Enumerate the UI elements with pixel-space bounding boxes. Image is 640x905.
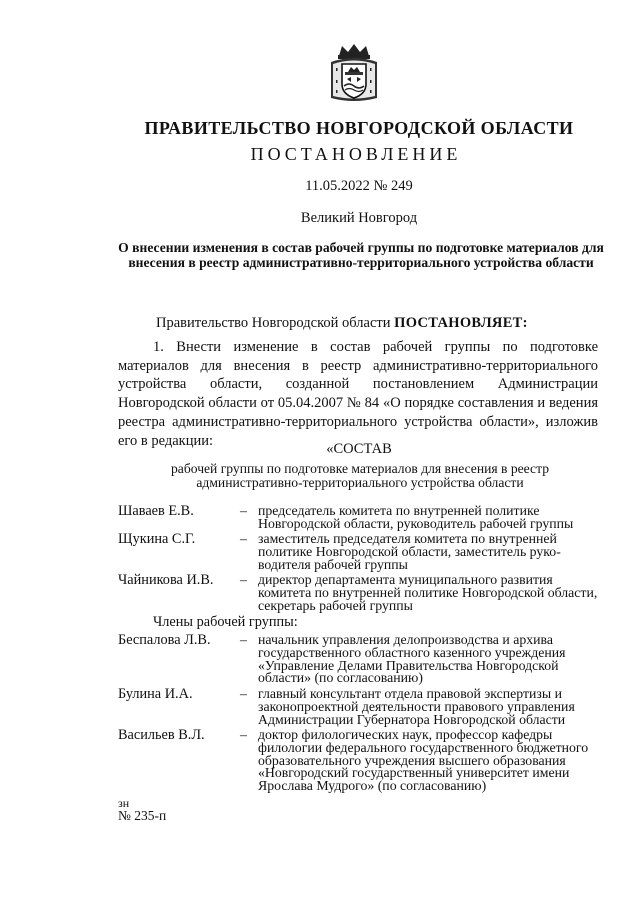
member-name: Шаваев Е.В.: [118, 503, 194, 519]
composition-subheading: рабочей группы по подготовке материалов для внесения в реестр административно-территориального устройства области: [171, 461, 549, 490]
dash: –: [240, 572, 247, 587]
paragraph-1: 1. Внести изменение в состав рабочей группы по подготовке материалов для внесения в реестр административно-территориального устройства области, созданной постановлением Администрации Новгородской области от 05.04.2007 № 84 «О порядке составления и ведения реестра административно-территориального устройства области», изложив его в редакции:: [118, 339, 598, 449]
date-and-number: 11.05.2022 № 249: [305, 178, 413, 194]
dash: –: [240, 503, 247, 518]
government-title: ПРАВИТЕЛЬСТВО НОВГОРОДСКОЙ ОБЛАСТИ: [144, 118, 574, 138]
member-role: главный консультант отдела правовой экспертизы и законопроектной деятельности правового управления Администрации Губернатора Новгородской области: [258, 686, 575, 727]
city: Великий Новгород: [300, 210, 418, 226]
footer-code: зн: [118, 796, 130, 810]
member-name: Чайникова И.В.: [118, 572, 214, 588]
document-subject: О внесении изменения в состав рабочей группы по подготовке материалов для внесения в реестр административно-территориального устройства области: [118, 240, 604, 270]
member-role: заместитель председателя комитета по внутренней политике Новгородской области, заместитель руко-водителя рабочей группы: [258, 531, 561, 572]
dash: –: [240, 531, 247, 546]
dash: –: [240, 727, 247, 742]
novgorod-coat-of-arms-icon: [327, 42, 381, 104]
members-label: Члены рабочей группы:: [153, 614, 298, 630]
member-role: начальник управления делопроизводства и архива государственного областного казенного учреждения «Управление Делами Правительства Новгородской области» (по согласованию): [258, 632, 566, 686]
preamble: [156, 315, 528, 332]
member-name: Щукина С.Г.: [118, 531, 196, 547]
member-name: Васильев В.Л.: [118, 727, 205, 743]
preamble-text: Правительство Новгородской области: [156, 315, 395, 331]
preamble-keyword: ПОСТАНОВЛЯЕТ:: [394, 315, 528, 331]
footer-number: № 235-п: [118, 808, 167, 823]
composition-heading: «СОСТАВ: [326, 441, 392, 457]
dash: –: [240, 686, 247, 701]
document-type: ПОСТАНОВЛЕНИЕ: [250, 144, 462, 164]
member-name: Беспалова Л.В.: [118, 632, 211, 648]
member-name: Булина И.А.: [118, 686, 193, 702]
dash: –: [240, 632, 247, 647]
member-role: директор департамента муниципального развития комитета по внутренней политике Новгородской области, секретарь рабочей группы: [258, 572, 598, 613]
member-role: доктор филологических наук, профессор кафедры филологии федерального государственного бюджетного образовательного учреждения высшего образования «Новгородский государственный университет имени Ярослава Мудрого» (по согласованию): [258, 727, 589, 794]
member-role: председатель комитета по внутренней политике Новгородской области, руководитель рабочей группы: [258, 503, 574, 531]
